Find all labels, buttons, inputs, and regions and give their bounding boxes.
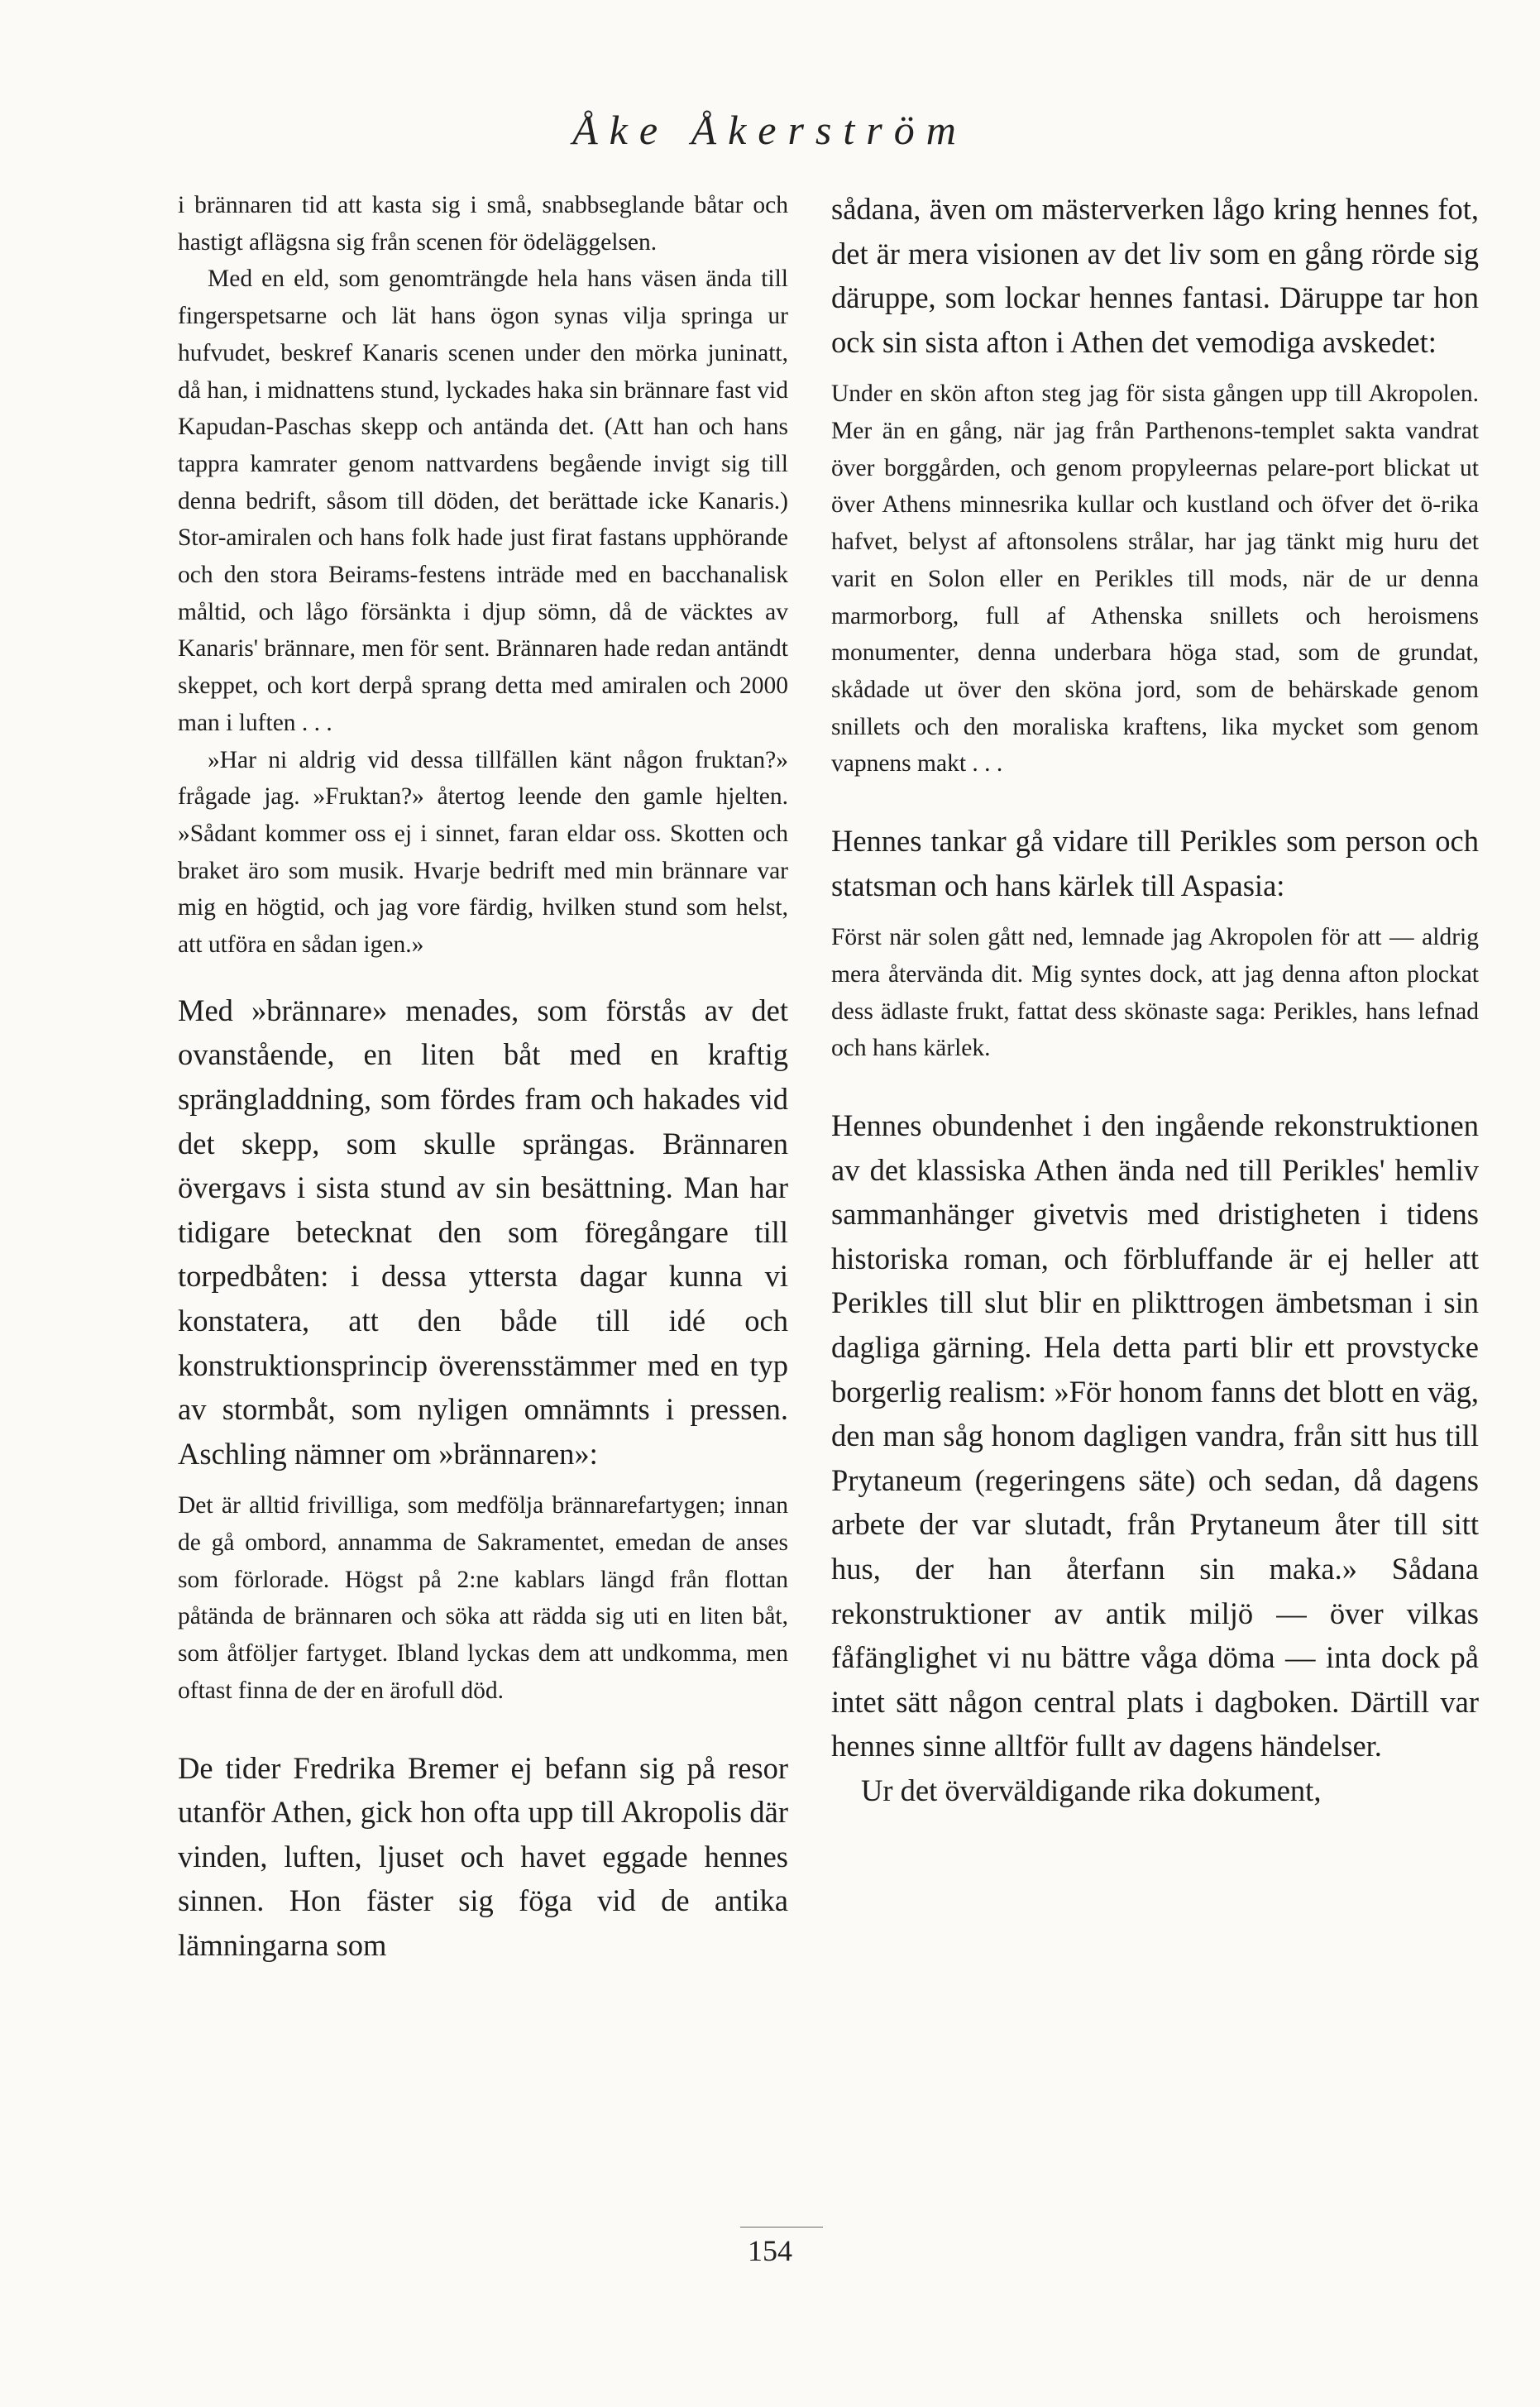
paragraph: Med en eld, som genomträngde hela hans väsen ända till fingerspetsarne och lät hans ögon synas vilja springa ur hufvudet, beskref Kanaris scenen under den mörka juninatt, då han, i midnattens stund, lyckades haka sin brännare fast vid Kapudan-Paschas skepp och antända det. (Att han och hans tappra kamrater genom nattvardens begående invigt sig till denna bedrift, såsom till döden, det berättade icke Kanaris.) Stor-amiralen och hans folk hade just firat fastans upphörande och den stora Beirams-festens inträde med en bacchanalisk måltid, och lågo försänkta i djup sömn, då de väcktes av Kanaris' brännare, men för sent. Brännaren hade redan antändt skeppet, och kort derpå sprang detta med amiralen och 2000 man i luften . . .	[178, 266, 788, 736]
right-column	[831, 187, 1479, 1813]
block-quote: Under en skön afton steg jag för sista gången upp till Akropolen. Mer än en gång, när jag från Parthenons-templet sakta vandrat över borggården, och genom propyleernas pelare-port blickat ut över Athens minnesrika kullar och kustland och öfver det ö-rika hafvet, belyst af aftonsolens strålar, har jag tänkt mig huru det varit en Solon eller en Perikles till mods, när de ur denna marmorborg, full af Athenska snillets och heroismens monumenter, denna underbara höga stad, som de grundat, skådade ut över den sköna jord, som de behärskade genom snillets och den moraliska kraftens, lika mycket som genom vapnens makt . . .	[831, 380, 1479, 778]
footer-divider	[740, 2227, 823, 2228]
paragraph: i brännaren tid att kasta sig i små, snabbseglande båtar och hastigt aflägsna sig från scenen för ödeläggelsen.	[178, 192, 788, 256]
left-column	[178, 187, 788, 1967]
paragraph: De tider Fredrika Bremer ej befann sig på resor utanför Athen, gick hon ofta upp till Akropolis där vinden, luften, ljuset och havet eggade hennes sinnen. Hon fäster sig föga vid de antika lämningarna som	[178, 1750, 788, 1962]
page-number: 154	[748, 2234, 792, 2267]
paragraph: sådana, även om mästerverken lågo kring hennes fot, det är mera visionen av det liv som en gång rörde sig däruppe, som lockar hennes fantasi. Däruppe tar hon ock sin sista afton i Athen det vemodiga avskedet:	[831, 192, 1479, 359]
paragraph: Hennes obundenhet i den ingående rekonstruktionen av det klassiska Athen ända ned till Perikles' hemliv sammanhänger givetvis med dristigheten i tidens historiska roman, och förbluffande är ej heller att Perikles till slut blir en plikttrogen ämbetsman i sin dagliga gärning. Hela detta parti blir ett provstycke borgerlig realism: »För honom fanns det blott en väg, den man såg honom dagligen vandra, från sitt hus till Prytaneum (regeringens säte) och sedan, då dagens arbete der var slutadt, från Prytaneum åter till sitt hus, der han återfann sin maka.» Sådana rekonstruktioner av antik miljö — över vilkas fåfänglighet vi nu bättre våga döma — inta dock på intet sätt någon central plats i dagboken. Därtill var hennes sinne alltför fullt av dagens händelser.	[831, 1108, 1479, 1763]
paragraph: Hennes tankar gå vidare till Perikles som person och statsman och hans kärlek till Aspasia:	[831, 824, 1479, 902]
running-header: Åke Åkerström	[572, 107, 968, 153]
paragraph: »Har ni aldrig vid dessa tillfällen känt någon fruktan?» frågade jag. »Fruktan?» återtog leende den gamle hjelten. »Sådant kommer oss ej i sinnet, faran eldar oss. Skotten och braket äro som musik. Hvarje bedrift med min brännare var mig en högtid, och jag vore färdig, hvilken stund som helst, att utföra en sådan igen.»	[178, 746, 788, 959]
paragraph: Med »brännare» menades, som förstås av det ovanstående, en liten båt med en kraftig sprängladdning, som fördes fram och hakades vid det skepp, som skulle sprängas. Brännaren övergavs i sista stund av sin besättning. Man har tidigare betecknat den som föregångare till torpedbåten: i dessa yttersta dagar kunna vi konstatera, att den både till idé och konstruktionsprincip överensstämmer med en typ av stormbåt, som nyligen omnämnts i pressen. Aschling nämner om »brännaren»:	[178, 993, 788, 1471]
paragraph: Ur det överväldigande rika dokument,	[861, 1773, 1322, 1808]
block-quote: Först när solen gått ned, lemnade jag Akropolen för att — aldrig mera återvända dit. Mig syntes dock, att jag denna afton plockat dess ädlaste frukt, fattat dess skönaste saga: Perikles, hans lefnad och hans kärlek.	[831, 924, 1479, 1062]
block-quote: Det är alltid frivilliga, som medfölja brännarefartygen; innan de gå ombord, annamma de Sakramentet, emedan de anses som förlorade. Högst på 2:ne kablars längd från flottan påtända de brännaren och söka att rädda sig uti en liten båt, som åtföljer fartyget. Ibland lyckas dem att undkomma, men oftast finna de der en ärofull död.	[178, 1492, 788, 1704]
